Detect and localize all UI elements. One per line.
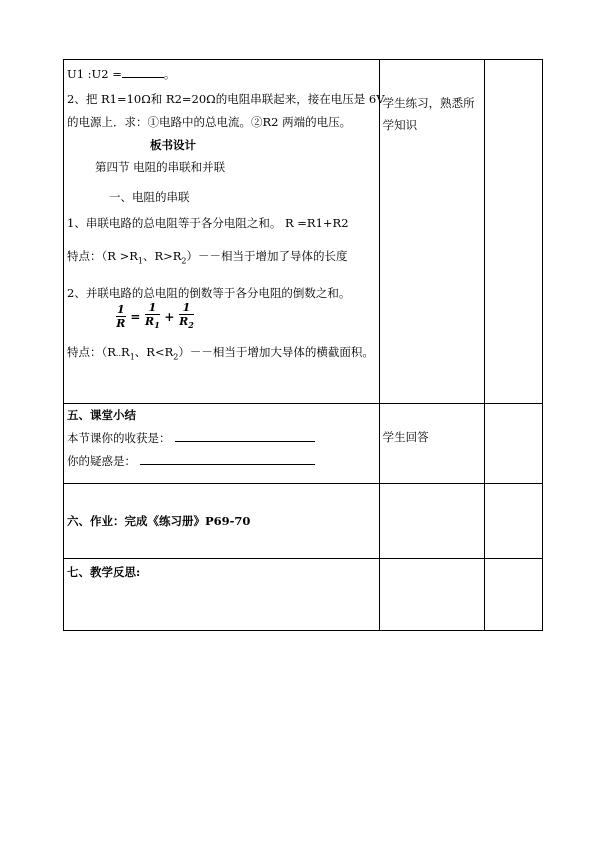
gain-blank <box>175 430 315 442</box>
summary-activity-text: 学生回答 <box>382 430 429 444</box>
homework-text: 六、作业：完成《练习册》 <box>67 514 205 528</box>
frac-den-letter: R <box>145 315 155 329</box>
feature2-sub1: 1 <box>129 352 135 362</box>
notes-cell <box>484 60 542 404</box>
problem-line-2 <box>67 115 379 129</box>
fraction-1-over-R2 <box>179 302 194 332</box>
frac-den-letter: R <box>179 315 189 329</box>
feature2-b: R <box>121 345 130 360</box>
feature2-d: ）－－相当于增加大导体的横截面积。 <box>178 345 374 360</box>
feature1-c: ）－－相当于增加了导体的长度 <box>186 249 348 263</box>
content-cell <box>64 60 385 404</box>
feature1-a: 特点：（R >R <box>67 249 138 263</box>
plus-sign: + <box>164 310 175 325</box>
frac-num: 1 <box>179 302 194 315</box>
homework-pages: P69-70 <box>205 514 251 528</box>
problem-line-1 <box>67 92 385 106</box>
circled-two: ② <box>251 115 263 129</box>
homework-cell <box>64 484 380 559</box>
activity-cell <box>379 60 484 404</box>
frac-den-sub: 1 <box>154 320 160 331</box>
problem-text-b: 和 R2=20 <box>150 92 207 106</box>
point-2: 2、并联电路的总电阻的倒数等于各分电阻的倒数之和。 <box>67 286 351 301</box>
reflection-notes-cell <box>484 559 542 631</box>
homework-line <box>64 484 379 528</box>
homework-activity-cell <box>379 484 484 559</box>
section-title: 第四节 电阻的串联和并联 <box>95 160 226 174</box>
feature-1 <box>67 249 379 268</box>
frac-den-sub: 2 <box>188 320 194 331</box>
reflection-heading: 七、教学反思: <box>67 565 141 579</box>
equals-sign: = <box>130 310 141 325</box>
subsection-title: 一、电阻的串联 <box>109 190 190 204</box>
reflection-cell <box>64 559 380 631</box>
feature1-sub1: 1 <box>137 256 143 266</box>
doubt-label: 你的疑惑是： <box>67 454 136 468</box>
problem-text-f: R2 两端的电压。 <box>262 115 352 129</box>
frac-num: 1 <box>145 302 160 315</box>
fraction-1-over-R1 <box>145 302 160 332</box>
ratio-end: 。 <box>163 67 176 81</box>
problem-text-c: 的电阻串联起来，接在电压是 6V <box>215 92 385 106</box>
activity-text: 学生练习，熟悉所学知识 <box>382 96 475 132</box>
feature2-a: 特点：（R <box>67 345 116 360</box>
gain-label: 本节课你的收获是： <box>67 431 171 445</box>
frac-den <box>179 315 194 332</box>
problem-text-a: 2、把 R1=10 <box>67 92 142 106</box>
summary-cell <box>64 404 380 484</box>
feature1-b: 、R>R <box>142 249 182 263</box>
doubt-blank <box>140 453 315 465</box>
homework-notes-cell <box>484 484 542 559</box>
ohm-symbol-2: Ω <box>206 92 216 106</box>
problem-text-d: 的电源上．求： <box>67 115 148 129</box>
feature2-sub2: 2 <box>173 352 179 362</box>
row-content <box>64 60 543 404</box>
ratio-line <box>67 66 379 81</box>
ratio-blank <box>122 66 164 78</box>
frac-num: 1 <box>117 303 125 317</box>
feature2-c: 、R<R <box>134 345 174 360</box>
doubt-line <box>67 453 379 468</box>
circled-one: ① <box>147 115 159 129</box>
frac-den <box>145 315 160 332</box>
summary-notes-cell <box>484 404 542 484</box>
row-reflection <box>64 559 543 631</box>
parallel-formula <box>67 302 379 332</box>
point-1: 1、串联电路的总电阻等于各分电阻之和。 R =R1+R2 <box>67 216 349 230</box>
fraction-1-over-R <box>116 304 126 330</box>
row-homework <box>64 484 543 559</box>
summary-activity-cell <box>379 404 484 484</box>
reflection-activity-cell <box>379 559 484 631</box>
summary-heading: 五、课堂小结 <box>67 408 136 422</box>
gain-line <box>67 430 379 445</box>
ohm-symbol-1: Ω <box>141 92 151 106</box>
feature1-sub2: 2 <box>181 256 187 266</box>
board-title: 板书设计 <box>150 138 196 152</box>
ratio-text: U1 :U2 = <box>67 67 122 81</box>
problem-text-e: 电路中的总电流。 <box>159 115 251 129</box>
frac-den: R <box>116 317 126 331</box>
lesson-plan-table <box>63 59 543 631</box>
feature-2: 特点：（$R..R_1$、$R<R_2)--$相当于增加大导体的横截面积。 <box>67 345 374 362</box>
row-summary <box>64 404 543 484</box>
